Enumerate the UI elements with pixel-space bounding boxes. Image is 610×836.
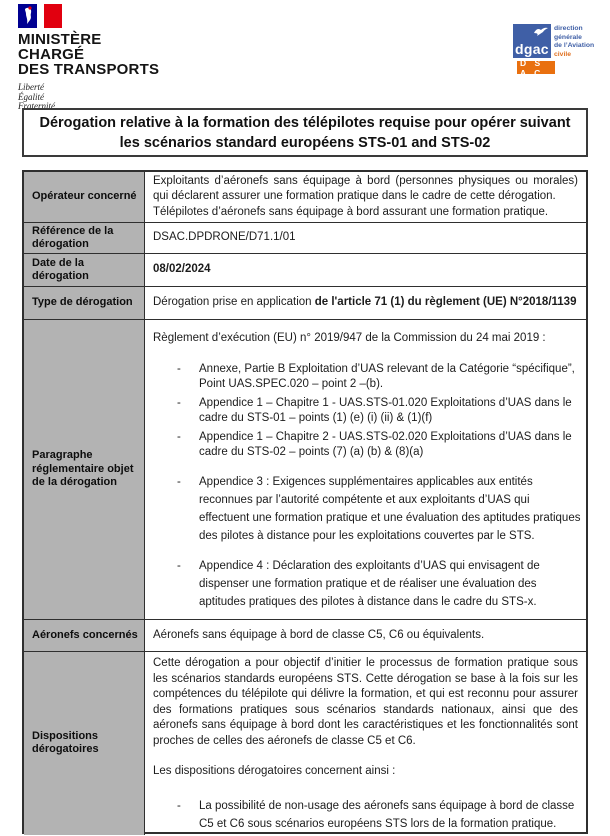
- provisions-paragraph-2: Les dispositions dérogatoires concernent ainsi :: [153, 765, 396, 777]
- regulatory-bullet: - Appendice 3 : Exigences supplémentaires applicables aux entités reconnues par l’autorité compétente et aux exploitants d’UAS qui effectuent une formation pratique et une évaluation des aptitudes pratiques des pilotes à distance pour les exploitations couvertes par le STS.: [177, 473, 581, 545]
- regulatory-bullet: - Appendice 1 – Chapitre 1 - UAS.STS-01.020 Exploitations d’UAS dans le cadre du STS-01 – points (1) (e) (i) (ii) & (1)(f): [177, 396, 581, 427]
- regulatory-bullet: - Appendice 1 – Chapitre 2 - UAS.STS-02.020 Exploitations d’UAS dans le cadre du STS-02 – points (7) (a) (b) & (8)(a): [177, 430, 581, 461]
- dash-marker: [177, 396, 199, 427]
- motto-line: Liberté: [18, 82, 44, 92]
- provisions-paragraph-1: Cette dérogation a pour objectif d’initier le processus de formation pratique sous les scénarios standards européens STS. Cette dérogation se base à la fois sur les compétences du télépilote qui délivre la formation, et qui est reconnu pour assurer des formations pratiques sous scénarios standards nationaux, ainsi que des aéronefs sans équipage à bord dont les caractéristiques et les fonctionnalités sont proches de celles des aéronefs de classe C5 et C6.: [153, 657, 578, 747]
- dgac-tagline-line: civile: [554, 50, 572, 58]
- dash-marker: [177, 473, 199, 545]
- ministry-name-line: MINISTÈRE: [18, 31, 102, 48]
- dgac-logo: [513, 24, 599, 78]
- dgac-blue-square: [513, 24, 551, 58]
- regulatory-bullet: - Annexe, Partie B Exploitation d’UAS relevant de la Catégorie “spécifique”, Point UAS.SPEC.020 – point 2 –(b).: [177, 362, 581, 393]
- row-label: Type de dérogation: [24, 287, 145, 319]
- bird-icon: [533, 26, 549, 37]
- dash-marker: [177, 430, 199, 461]
- derogation-table: [22, 170, 588, 834]
- dash-marker: [177, 797, 199, 833]
- motto-line: Fraternité: [18, 101, 55, 111]
- operator-text-2: Télépilotes d’aéronefs sans équipage à bord assurant une formation pratique.: [153, 205, 549, 218]
- date-value: 08/02/2024: [153, 263, 211, 276]
- dgac-tagline-line: générale: [554, 33, 582, 41]
- reference-value: DSAC.DPDRONE/D71.1/01: [153, 231, 296, 244]
- ministry-name-line: CHARGÉ: [18, 46, 85, 63]
- dgac-tagline: [554, 24, 594, 59]
- dash-marker: [177, 362, 199, 393]
- ministry-name: [18, 32, 159, 77]
- table-row-regulatory: [24, 320, 586, 620]
- table-row-reference: [24, 223, 586, 254]
- row-label: Date de la dérogation: [24, 254, 145, 286]
- provisions-bullet: - La possibilité de non-usage des aéronefs sans équipage à bord de classe C5 et C6 sous scénarios européens STS lors de la formation pratique.: [177, 797, 581, 833]
- ministry-block: [18, 4, 159, 112]
- dgac-tagline-line: direction: [554, 25, 583, 32]
- regulatory-bullet: - Appendice 4 : Déclaration des exploitants d’UAS qui envisagent de dispenser une formation pratique et de réaliser une évaluation des aptitudes pratiques des pilotes à distance dans le cadre du STS-x.: [177, 557, 581, 611]
- table-row-date: [24, 254, 586, 287]
- row-label: Dispositions dérogatoires: [24, 652, 145, 835]
- row-label: Référence de la dérogation: [24, 223, 145, 253]
- dsac-badge: D S A C: [517, 61, 555, 74]
- regulatory-intro: Règlement d’exécution (EU) n° 2019/947 de la Commission du 24 mai 2019 :: [153, 332, 546, 344]
- type-value-prefix: Dérogation prise en application: [153, 296, 315, 309]
- dgac-acronym: dgac: [515, 41, 549, 57]
- type-value: [153, 295, 578, 311]
- dgac-tagline-line: de l’Aviation: [554, 42, 595, 50]
- operator-text-1: Exploitants d’aéronefs sans équipage à bord (personnes physiques ou morales) qui déclarent assurer une formation pratique dans le cadre de cette dérogation.: [153, 174, 578, 203]
- french-flag-emblem: [18, 4, 62, 28]
- document-title-text: Dérogation relative à la formation des télépilotes requise pour opérer suivant les scénarios standard européens STS-01 and STS-02: [39, 114, 571, 151]
- aircraft-value: Aéronefs sans équipage à bord de classe C5, C6 ou équivalents.: [153, 628, 485, 641]
- table-row-aircraft: [24, 620, 586, 652]
- row-label: Paragraphe réglementaire objet de la dérogation: [24, 320, 145, 619]
- type-value-bold: de l'article 71 (1) du règlement (UE) N°2018/1139: [314, 296, 577, 309]
- table-row-operator: [24, 172, 586, 223]
- table-row-provisions: [24, 652, 586, 835]
- document-title: [22, 108, 588, 157]
- dash-marker: [177, 557, 199, 611]
- row-label: Opérateur concerné: [24, 172, 145, 222]
- motto-line: Égalité: [18, 91, 44, 102]
- row-label: Aéronefs concernés: [24, 620, 145, 651]
- table-row-type: [24, 287, 586, 320]
- ministry-name-line: DES TRANSPORTS: [18, 61, 160, 78]
